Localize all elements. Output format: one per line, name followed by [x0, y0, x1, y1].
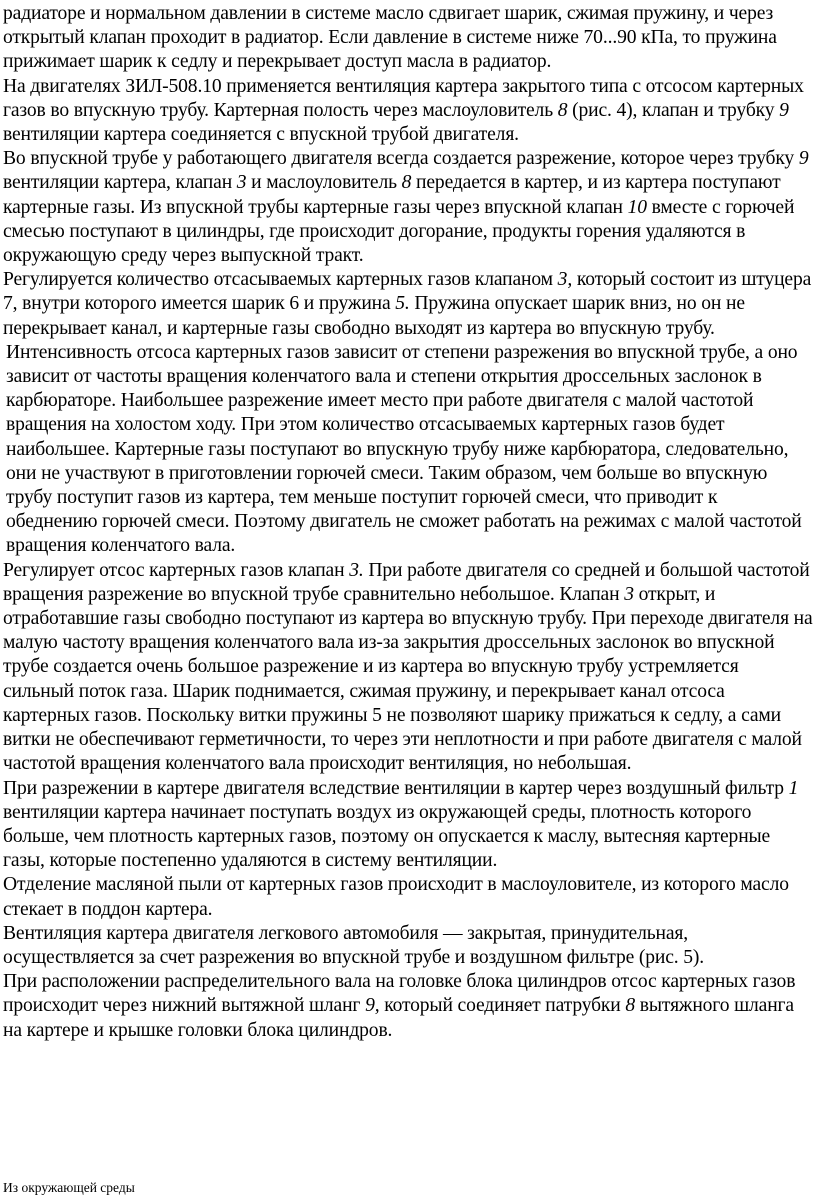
figure-ref-number: 9, [365, 995, 380, 1017]
figure-ref-number: 9 [779, 99, 789, 121]
paragraph-text: который соединяет патрубки [379, 995, 626, 1017]
paragraph-text: На двигателях ЗИЛ-508.10 применяется вентиляция картера закрытого типа с отсосом картерных газов во впускную трубу. Картерная полость через маслоуловитель [3, 75, 804, 121]
paragraph-text: вместе с горючей смесью поступают в цилиндры, где происходит догорание, продукты горения удаляются в окружающую среду через выпускной тракт. [3, 196, 795, 267]
paragraph-text: вентиляции картера соединяется с впускной трубой двигателя. [3, 124, 519, 146]
paragraph-text: Во впускной трубе у работающего двигателя всегда создается разрежение, которое через трубку [3, 148, 799, 170]
figure-ref-number: 8 [625, 995, 636, 1017]
paragraph-p2 [3, 75, 813, 148]
figure-ref-number: 3 [624, 583, 634, 605]
paragraph-text: (рис. 4), клапан и трубку [567, 99, 780, 121]
figure-ref-number: 10 [627, 196, 647, 218]
paragraph-text: открыт, и отработавшие газы свободно поступают из картера во впускную трубу. При переходе двигателя на малую частоту вращения коленчатого вала из-за закрытия дроссельных заслонок во впускной трубе создается очень большое разрежение и из картера во впускную трубу устремляется сильный поток газа. Шарик поднимается, сжимая пружину, и перекрывает канал отсоса картерных газов. Поскольку витки пружины 5 не позволяют шарику прижаться к седлу, а сами витки не обеспечивают герметичности, то через эти неплотности и при работе двигателя с малой частотой вращения коленчатого вала происходит вентиляция, но небольшая. [3, 583, 813, 775]
figure-caption: Из окружающей среды [3, 1180, 135, 1195]
figure-ref-number: 3, [557, 269, 573, 291]
paragraph-text: Регулирует отсос картерных газов клапан [3, 559, 350, 581]
paragraph-p6 [3, 559, 813, 777]
paragraph-text: и маслоуловитель [246, 172, 402, 194]
paragraph-text: При работе двигателя со средней и большой частотой вращения разрежение во впускной трубе сравнительно небольшое. Клапан [3, 559, 810, 605]
paragraph-p9 [3, 922, 813, 970]
paragraph-text: Интенсивность отсоса картерных газов зависит от степени разрежения во впускной трубе, а оно зависит от частоты вращения коленчатого вала и степени открытия дроссельных заслонок в карбюраторе. Наибольшее разрежение имеет место при работе двигателя с малой частотой вращения на холостом ходу. При этом количество отсасываемых картерных газов будет наибольшее. Картерные газы поступают во впускную трубу ниже карбюратора, следовательно, они не участвуют в приготовлении горючей смеси. Таким образом, чем больше во впускную трубу поступит газов из картера, тем меньше поступит горючей смеси, что приводит к обеднению горючей смеси. Поэтому двигатель не сможет работать на режимах с малой частотой вращения коленчатого вала. [6, 341, 802, 557]
paragraph-text: Регулируется количество отсасываемых картерных газов клапаном [3, 269, 558, 291]
paragraph-p5 [3, 341, 813, 559]
figure-ref-number: 1 [788, 777, 799, 799]
paragraph-text: вентиляции картера начинает поступать воздух из окружающей среды, плотность которого больше, чем плотность картерных газов, поэтому он опускается к маслу, вытесняя картерные газы, которые постепенно удаляются в систему вентиляции. [3, 801, 771, 872]
figure-ref-number: 3. [349, 559, 364, 581]
paragraph-p4 [3, 268, 813, 341]
paragraph-text: вентиляции картера, клапан [3, 172, 237, 194]
figure-ref-number: 8 [557, 99, 568, 121]
paragraph-p3 [3, 147, 813, 268]
paragraph-text: Отделение масляной пыли от картерных газов происходит в маслоуловителе, из которого масло стекает в поддон картера. [3, 874, 789, 920]
figure-ref-number: 9 [798, 148, 809, 170]
paragraph-text: При разрежении в картере двигателя вследствие вентиляции в картер через воздушный фильтр [3, 777, 789, 799]
paragraph-p7 [3, 777, 813, 874]
body-text [3, 2, 813, 1043]
paragraph-text: передается в картер, и из картера поступают картерные газы. Из впускной трубы картерные газы через впускной клапан [3, 172, 781, 218]
paragraph-p8 [3, 873, 813, 921]
figure-ref-number: 3 [236, 172, 247, 194]
paragraph-text: Пружина опускает шарик вниз, но он не перекрывает канал, и картерные газы свободно выходят из картера во впускную трубу. [3, 293, 745, 339]
paragraph-text: вытяжного шланга на картере и крышке головки блока цилиндров. [3, 995, 794, 1041]
paragraph-text: Вентиляция картера двигателя легкового автомобиля — закрытая, принудительная, осуществляется за счет разрежения во впускной трубе и воздушном фильтре (рис. 5). [3, 922, 705, 968]
paragraph-p10 [3, 970, 813, 1043]
paragraph-text: При расположении распределительного вала на головке блока цилиндров отсос картерных газов происходит через нижний вытяжной шланг [3, 971, 796, 1017]
figure-ref-number: 5. [395, 293, 410, 315]
figure-ref-number: 8 [401, 172, 412, 194]
paragraph-p1 [3, 2, 813, 75]
paragraph-text: который состоит из штуцера 7, внутри которого имеется шарик 6 и пружина [3, 269, 812, 315]
paragraph-text: радиаторе и нормальном давлении в системе масло сдвигает шарик, сжимая пружину, и через открытый клапан проходит в радиатор. Если давление в системе ниже 70...90 кПа, то пружина прижимает шарик к седлу и перекрывает доступ масла в радиатор. [3, 3, 777, 73]
